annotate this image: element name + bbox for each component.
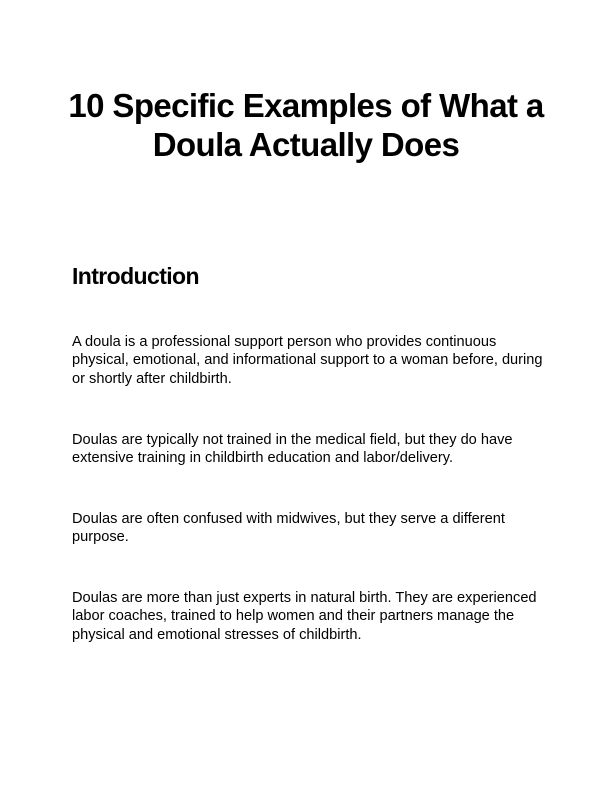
section-heading-introduction: Introduction (72, 263, 199, 289)
document-title: 10 Specific Examples of What a Doula Actually Does (68, 87, 544, 163)
paragraph-doula-vs-midwife: Doulas are often confused with midwives, but they serve a different purpose. (72, 511, 505, 546)
paragraph-doula-training: Doulas are typically not trained in the medical field, but they do have extensive training in childbirth education and labor/delivery. (72, 432, 513, 467)
paragraph-doula-definition: A doula is a professional support person who provides continuous physical, emotional, and informational support to a woman before, during or shortly after childbirth. (72, 334, 543, 387)
paragraph-doula-labor-coaches: Doulas are more than just experts in natural birth. They are experienced labor coaches, trained to help women and their partners manage the physical and emotional stresses of childbirth. (72, 590, 537, 643)
